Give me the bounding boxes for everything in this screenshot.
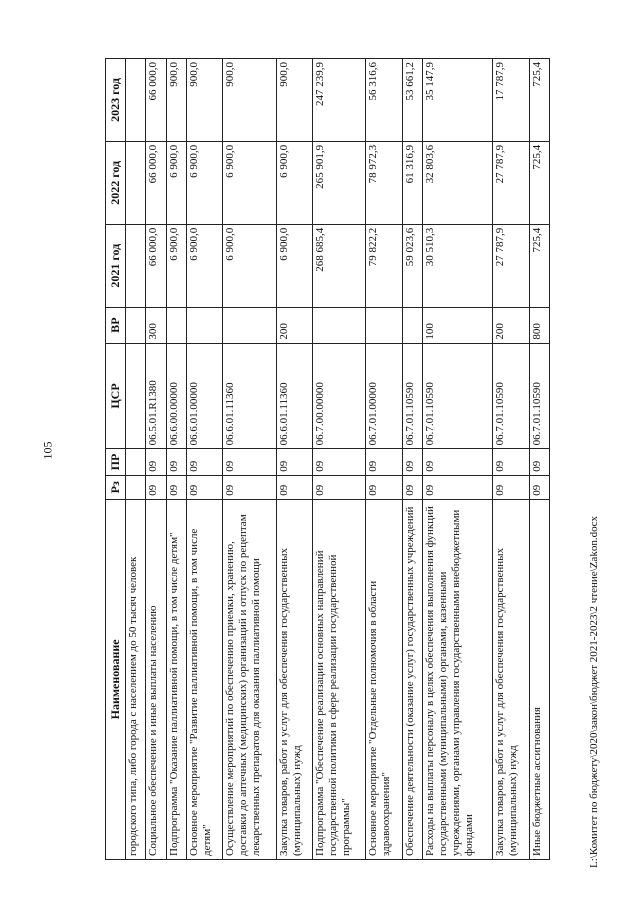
cell-2023: 247 239,9 (313, 59, 366, 142)
cell-csr: 06.5.01.R1380 (146, 343, 166, 449)
table-row (493, 59, 530, 860)
cell-2021 (126, 224, 146, 307)
cell-csr: 06.7.01.10590 (403, 343, 423, 449)
cell-2021: 6 900,0 (186, 224, 223, 307)
cell-rz: 09 (423, 475, 493, 499)
cell-rz: 09 (313, 475, 366, 499)
cell-2021: 725,4 (529, 224, 549, 307)
cell-2021: 6 900,0 (276, 224, 313, 307)
cell-2021: 30 510,3 (423, 224, 493, 307)
cell-name: Расходы на выплаты персоналу в целях обеспечения выполнения функций государственными (муниципальными) органами, казенными учреждениями, органами управления государственными внебюджетными фондами (423, 499, 493, 859)
table-row (529, 59, 549, 860)
cell-2023: 66 000,0 (146, 59, 166, 142)
cell-pr: 09 (366, 449, 403, 475)
cell-csr: 06.6.00.00000 (166, 343, 186, 449)
cell-name: Закупка товаров, работ и услуг для обеспечения государственных (муниципальных) нужд (493, 499, 530, 859)
cell-2021: 66 000,0 (146, 224, 166, 307)
cell-name: Закупка товаров, работ и услуг для обеспечения государственных (муниципальных) нужд (276, 499, 313, 859)
cell-csr: 06.7.01.10590 (423, 343, 493, 449)
header-2023: 2023 год (106, 59, 126, 142)
budget-table (105, 58, 550, 860)
cell-2021: 6 900,0 (223, 224, 276, 307)
cell-pr: 09 (223, 449, 276, 475)
table-header-row (106, 59, 126, 860)
cell-pr: 09 (166, 449, 186, 475)
cell-vr (403, 307, 423, 343)
cell-csr: 06.7.01.10590 (493, 343, 530, 449)
cell-2023: 17 787,9 (493, 59, 530, 142)
cell-2022: 32 803,6 (423, 141, 493, 224)
cell-rz: 09 (146, 475, 166, 499)
cell-2022: 725,4 (529, 141, 549, 224)
header-pr: ПР (106, 449, 126, 475)
cell-pr: 09 (529, 449, 549, 475)
cell-pr: 09 (493, 449, 530, 475)
cell-csr: 06.7.00.00000 (313, 343, 366, 449)
cell-vr: 300 (146, 307, 166, 343)
table-row (223, 59, 276, 860)
cell-rz (126, 475, 146, 499)
cell-name: Обеспечение деятельности (оказание услуг) государственных учреждений (403, 499, 423, 859)
cell-vr: 200 (276, 307, 313, 343)
cell-name: Основное мероприятие "Отдельные полномочия в области здравоохранения" (366, 499, 403, 859)
cell-2022: 6 900,0 (166, 141, 186, 224)
cell-2021: 59 023,6 (403, 224, 423, 307)
cell-2022: 265 901,9 (313, 141, 366, 224)
table-row (146, 59, 166, 860)
cell-rz: 09 (186, 475, 223, 499)
table-row (166, 59, 186, 860)
cell-2022: 6 900,0 (276, 141, 313, 224)
header-2021: 2021 год (106, 224, 126, 307)
cell-vr: 800 (529, 307, 549, 343)
cell-2023: 53 661,2 (403, 59, 423, 142)
cell-name: городского типа, либо города с населением до 50 тысяч человек (126, 499, 146, 859)
cell-vr (313, 307, 366, 343)
cell-2023: 900,0 (276, 59, 313, 142)
cell-vr (166, 307, 186, 343)
cell-vr: 200 (493, 307, 530, 343)
cell-2022: 66 000,0 (146, 141, 166, 224)
table-row (403, 59, 423, 860)
cell-2023: 900,0 (186, 59, 223, 142)
cell-rz: 09 (276, 475, 313, 499)
cell-rz: 09 (529, 475, 549, 499)
table-row (126, 59, 146, 860)
cell-name: Основное мероприятие "Развитие паллиативной помощи, в том числе детям" (186, 499, 223, 859)
header-name: Наименование (106, 499, 126, 859)
table-row (186, 59, 223, 860)
cell-2022: 78 972,3 (366, 141, 403, 224)
cell-csr: 06.6.01.11360 (223, 343, 276, 449)
cell-pr: 09 (186, 449, 223, 475)
cell-name: Осуществление мероприятий по обеспечению приемки, хранению, доставки до аптечных (медицинских) организаций и отпуск по рецептам лекарственных препаратов для оказания паллиативной помощи (223, 499, 276, 859)
cell-pr: 09 (403, 449, 423, 475)
cell-name: Социальное обеспечение и иные выплаты населению (146, 499, 166, 859)
cell-name: Подпрограмма "Обеспечение реализации основных направлений государственной политики в сфере реализации государственной программы" (313, 499, 366, 859)
cell-2023: 900,0 (223, 59, 276, 142)
cell-2023 (126, 59, 146, 142)
cell-rz: 09 (493, 475, 530, 499)
cell-vr (223, 307, 276, 343)
table-row (423, 59, 493, 860)
cell-2022: 6 900,0 (186, 141, 223, 224)
cell-name: Подпрограмма "Оказание паллиативной помощи, в том числе детям" (166, 499, 186, 859)
cell-vr: 100 (423, 307, 493, 343)
cell-pr: 09 (423, 449, 493, 475)
cell-2023: 35 147,9 (423, 59, 493, 142)
cell-csr: 06.7.01.00000 (366, 343, 403, 449)
header-csr: ЦСР (106, 343, 126, 449)
header-2022: 2022 год (106, 141, 126, 224)
cell-csr (126, 343, 146, 449)
budget-table-container (105, 58, 550, 860)
cell-2022: 27 787,9 (493, 141, 530, 224)
cell-pr: 09 (313, 449, 366, 475)
cell-2022: 61 316,9 (403, 141, 423, 224)
table-row (366, 59, 403, 860)
page-number: 105 (40, 441, 55, 460)
cell-csr: 06.6.01.11360 (276, 343, 313, 449)
cell-vr (186, 307, 223, 343)
header-rz: Рз (106, 475, 126, 499)
table-row (276, 59, 313, 860)
cell-pr: 09 (146, 449, 166, 475)
cell-rz: 09 (403, 475, 423, 499)
cell-rz: 09 (223, 475, 276, 499)
cell-csr: 06.7.01.10590 (529, 343, 549, 449)
cell-rz: 09 (166, 475, 186, 499)
cell-pr: 09 (276, 449, 313, 475)
table-row (313, 59, 366, 860)
cell-vr (126, 307, 146, 343)
cell-vr (366, 307, 403, 343)
cell-rz: 09 (366, 475, 403, 499)
cell-2022: 6 900,0 (223, 141, 276, 224)
header-vr: ВР (106, 307, 126, 343)
cell-2023: 900,0 (166, 59, 186, 142)
cell-pr (126, 449, 146, 475)
footer-file-path: L:\Комитет по бюджету\2020\закон\бюджет 2021-2023\2 чтение\Zakon.docx (588, 516, 600, 868)
cell-2021: 6 900,0 (166, 224, 186, 307)
cell-csr: 06.6.01.00000 (186, 343, 223, 449)
cell-2023: 725,4 (529, 59, 549, 142)
cell-name: Иные бюджетные ассигнования (529, 499, 549, 859)
cell-2022 (126, 141, 146, 224)
cell-2021: 268 685,4 (313, 224, 366, 307)
cell-2021: 79 822,2 (366, 224, 403, 307)
cell-2023: 56 316,6 (366, 59, 403, 142)
cell-2021: 27 787,9 (493, 224, 530, 307)
